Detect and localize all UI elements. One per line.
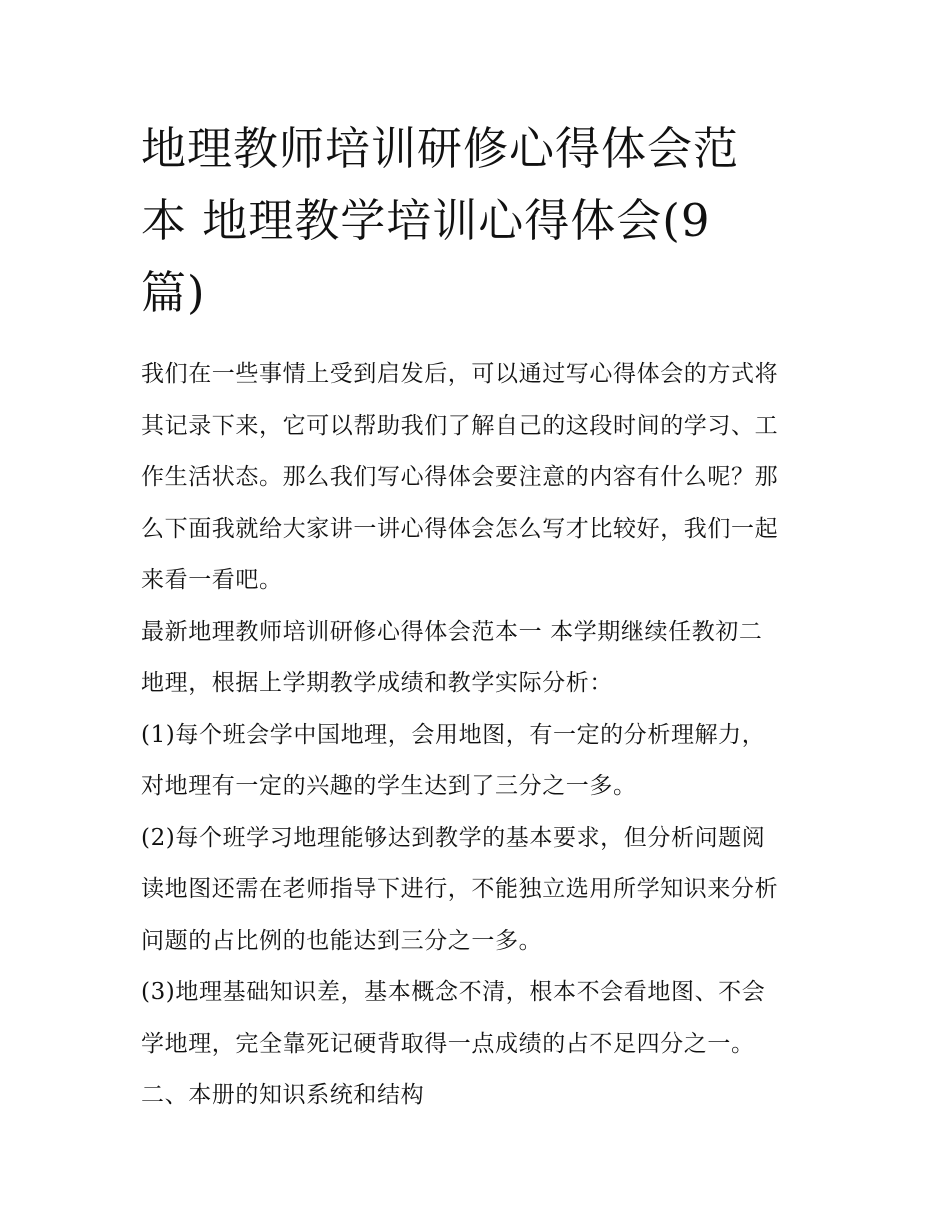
text-line: 来看一看吧。 [141,567,283,593]
document-body [141,349,821,1122]
intro-paragraph [141,349,821,607]
text-line: (3)地理基础知识差，基本概念不清，根本不会看地图、不会 [141,979,766,1005]
text-line: 我们在一些事情上受到启发后，可以通过写心得体会的方式将 [141,361,779,387]
title-line-2: 本 地理教学培训心得体会(9 [141,194,711,247]
text-line: (1)每个班会学中国地理，会用地图，有一定的分析理解力， [141,721,766,748]
text-line: 其记录下来，它可以帮助我们了解自己的这段时间的学习、工 [141,412,779,439]
document-content [141,113,821,1122]
text-line: 么下面我就给大家讲一讲心得体会怎么写才比较好，我们一起 [141,515,779,542]
text-line: 对地理有一定的兴趣的学生达到了三分之一多。 [141,773,637,799]
text-line: 最新地理教师培训研修心得体会范本一 本学期继续任教初二 [141,618,763,645]
sample-one-paragraph [141,607,821,710]
title-line-1: 地理教师培训研修心得体会范 [141,122,740,175]
text-line: 学地理，完全靠死记硬背取得一点成绩的占不足四分之一。 [141,1030,755,1057]
item-2-paragraph [141,813,821,968]
text-line: (2)每个班学习地理能够达到教学的基本要求，但分析问题阅 [141,824,766,851]
document-title [141,113,821,329]
text-line: 地理，根据上学期教学成绩和教学实际分析： [141,670,613,696]
text-line: 读地图还需在老师指导下进行，不能独立选用所学知识来分析 [141,876,779,902]
section-heading [141,1070,821,1122]
title-line-3: 篇) [141,266,206,319]
text-line: 问题的占比例的也能达到三分之一多。 [141,927,543,954]
item-3-paragraph [141,967,821,1070]
item-1-paragraph [141,710,821,813]
text-line: 二、本册的知识系统和结构 [141,1082,425,1108]
text-line: 作生活状态。那么我们写心得体会要注意的内容有什么呢？那 [141,464,779,490]
